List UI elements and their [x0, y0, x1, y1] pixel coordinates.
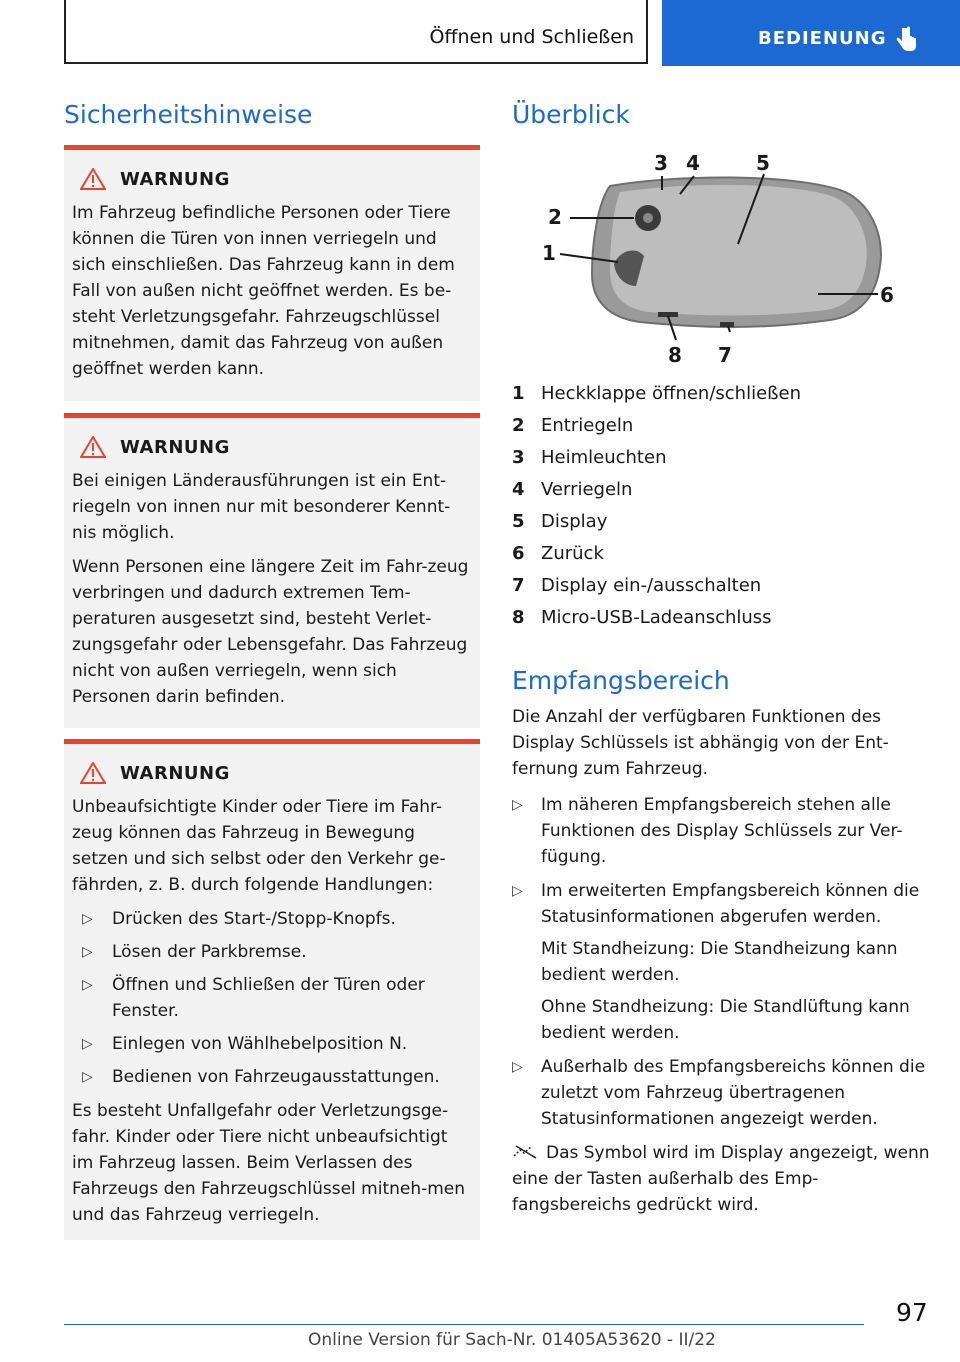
section-tab [662, 0, 960, 66]
list-item: ▷ Einlegen von Wählhebelposition N. [72, 1031, 472, 1057]
page-number: 97 [896, 1298, 928, 1327]
bullet-triangle-icon: ▷ [512, 883, 523, 899]
overview-title: Überblick [512, 100, 630, 129]
warning-text: Wenn Personen eine längere Zeit im Fahr-zeug verbringen und dadurch extremen Tem-peraturen ausgesetzt sind, besteht Verlet-zungsgefahr oder Lebensgefahr. Das Fahrzeug nicht von außen verriegeln, wenn sich Personen darin befinden. [72, 557, 469, 707]
legend-item: 3 Heimleuchten [512, 447, 667, 468]
symbol-note: Das Symbol wird im Display angezeigt, wenn eine der Tasten außerhalb des Emp-fangsbereichs gedrückt wird. [512, 1143, 930, 1215]
bullet-triangle-icon: ▷ [82, 911, 93, 927]
warning-triangle-icon [80, 436, 106, 458]
figure-label: 2 [548, 205, 562, 229]
display-key-figure [540, 146, 910, 372]
footer-text: Online Version für Sach-Nr. 01405A53620 - II/22 [308, 1330, 716, 1350]
list-item: ▷ Drücken des Start-/Stopp-Knopfs. [72, 906, 472, 932]
warning-triangle-icon [80, 762, 106, 784]
reception-intro: Die Anzahl der verfügbaren Funktionen des Display Schlüssels ist abhängig von der Ent-fernung zum Fahrzeug. [512, 707, 889, 779]
warning-title: WARNUNG [120, 762, 230, 784]
figure-label: 8 [668, 343, 682, 367]
legend-item: 2 Entriegeln [512, 415, 634, 436]
bullet-triangle-icon: ▷ [512, 797, 523, 813]
bullet-triangle-icon: ▷ [82, 977, 93, 993]
warning-bullet-list [72, 906, 472, 1090]
bullet-triangle-icon: ▷ [82, 1069, 93, 1085]
warning-title: WARNUNG [120, 436, 230, 458]
list-item: ▷ Öffnen und Schließen der Türen oder Fenster. [72, 972, 472, 1024]
warning-text: Es besteht Unfallgefahr oder Verletzungsge-fahr. Kinder oder Tiere nicht unbeaufsichtigt im Fahrzeug lassen. Beim Verlassen des Fahrzeugs den Fahrzeugschlüssel mitneh-men und das Fahrzeug verriegeln. [72, 1101, 466, 1225]
legend-item: 1 Heckklappe öffnen/schließen [512, 383, 801, 404]
warning-text: Im Fahrzeug befindliche Personen oder Tiere können die Türen von innen verriegeln und sich einschließen. Das Fahrzeug kann in dem Fall von außen nicht geöffnet werden. Es be-steht Verletzungsgefahr. Fahrzeugschlüssel mitnehmen, damit das Fahrzeug von außen geöffnet werden kann. [72, 203, 455, 379]
chapter-header [64, 0, 648, 64]
legend-item: 5 Display [512, 511, 608, 532]
list-item: ▷ Im erweiterten Empfangsbereich können die Statusinformationen abgerufen werden. Mit Standheizung: Die Standheizung kann bedient werden. Ohne Standheizung: Die Standlüftung kann bedient werden. [512, 878, 932, 1046]
legend-item: 4 Verriegeln [512, 479, 633, 500]
out-of-range-icon [512, 1144, 540, 1160]
warning-title: WARNUNG [120, 168, 230, 190]
figure-legend [512, 380, 801, 636]
figure-label: 1 [542, 241, 556, 265]
list-item: ▷ Im näheren Empfangsbereich stehen alle Funktionen des Display Schlüssels zur Ver-fügung. [512, 792, 932, 870]
figure-label: 5 [756, 151, 770, 175]
reception-section [512, 704, 932, 1224]
list-item: ▷ Lösen der Parkbremse. [72, 939, 472, 965]
warning-triangle-icon [80, 168, 106, 190]
figure-label: 7 [718, 343, 732, 367]
bullet-triangle-icon: ▷ [82, 944, 93, 960]
warning-text: Unbeaufsichtigte Kinder oder Tiere im Fahr-zeug können das Fahrzeug in Bewegung setzen und sich selbst oder den Verkehr ge-fährden, z. B. durch folgende Handlungen: [72, 797, 446, 895]
legend-item: 7 Display ein-/ausschalten [512, 575, 762, 596]
warning-box [64, 145, 480, 401]
list-item: ▷ Außerhalb des Empfangsbereichs können die zuletzt vom Fahrzeug übertragenen Statusinformationen angezeigt werden. [512, 1054, 932, 1132]
warning-box [64, 739, 480, 1240]
section-title: BEDIENUNG [758, 28, 887, 49]
warning-text: Bei einigen Länderausführungen ist ein Ent-riegeln von innen nur mit besonderer Kennt-nis möglich. [72, 471, 451, 543]
legend-item: 8 Micro-USB-Ladeanschluss [512, 607, 772, 628]
reception-title: Empfangsbereich [512, 666, 730, 695]
list-item: ▷ Bedienen von Fahrzeugausstattungen. [72, 1064, 472, 1090]
safety-title: Sicherheitshinweise [64, 100, 313, 129]
chapter-title: Öffnen und Schließen [429, 26, 634, 48]
legend-item: 6 Zurück [512, 543, 604, 564]
hand-pointer-icon [896, 26, 918, 52]
footer-rule [64, 1324, 864, 1325]
warning-box [64, 413, 480, 728]
figure-label: 3 [654, 151, 668, 175]
figure-label: 4 [686, 151, 700, 175]
bullet-triangle-icon: ▷ [512, 1059, 523, 1075]
bullet-triangle-icon: ▷ [82, 1036, 93, 1052]
figure-label: 6 [880, 283, 894, 307]
reception-list [512, 792, 932, 1132]
